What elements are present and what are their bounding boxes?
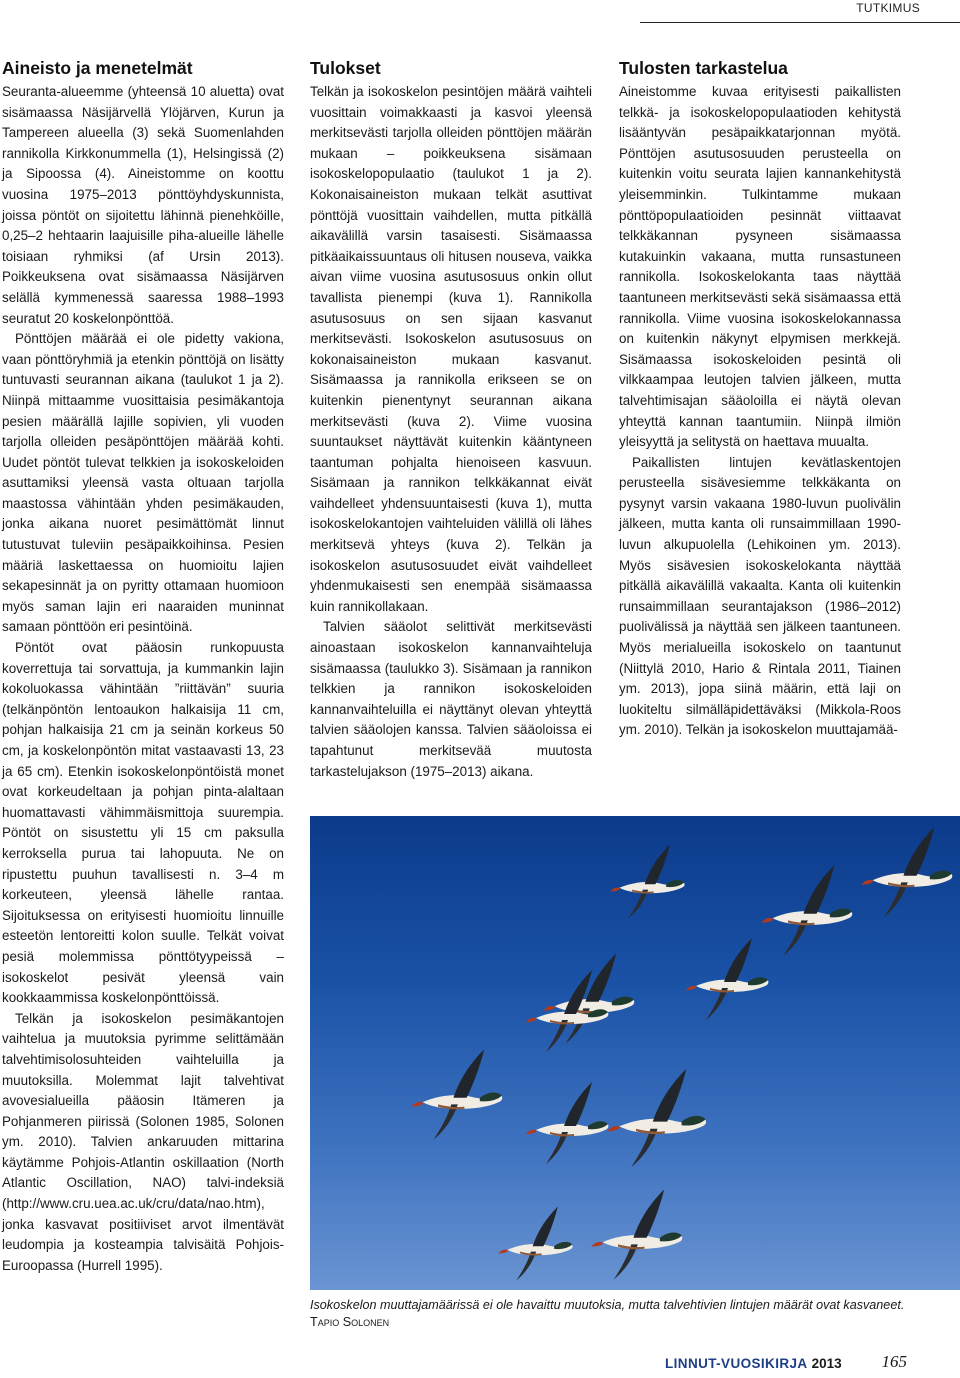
bird-icon: [610, 845, 684, 919]
methods-paragraph-2: Pönttöjen määrää ei ole pidetty vakiona, vaan pönttöryhmiä ja etenkin pönttöjä on lisätty tuntuvasti seurannan aikana (taulukot 1 ja 2). Niinpä mittaamme vuosittaisia pesimäkantoja pesien määrällä lajille sopivien, yli vuoden tarjolla olleiden pesäpönttöjen määrää kohti. Uudet pöntöt tulevat telkkien ja isokoskeloiden asuttamiksi yleensä vasta oltuaan tarjolla maastossa vähintään yhden pesimäkauden, jonka aikana nuoret pesimättömät linnut tutustuvat tuleviin pesäpaikkoihinsa. Pesien määriä laskettaessa on huomioitu lajien sekapesinnät ja on pyritty ottamaan huomioon myös saman lajin eri naaraiden muninnat samaan pönttöön eri pesintöinä.: [2, 331, 284, 635]
column-results: [310, 56, 592, 782]
heading-discussion: Tulosten tarkastelua: [619, 58, 788, 78]
discussion-paragraph-2: Paikallisten lintujen kevätlaskentojen perusteella sisävesiemme telkkäkanta on pysynyt varsin vakaana 1980-luvun puolivälin jälkeen, mutta kanta oli runsaimmillaan 1990-luvun alkupuolella (Lehikoinen ym. 2013). Myös sisävesien isokoskelokanta näyttää pitkällä aikavälillä vakaalta. Kanta oli kuitenkin runsaimmillaan seurantajakson (1986–2012) puolivälissä ja näyttää sen jälkeen taantuneen. Myös merialueilla isokoskelo on taantunut (Niittylä 2010, Hario & Rintala 2011, Tiainen ym. 2013), jopa siinä määrin, että laji on luokiteltu silmälläpidettäväksi (Mikkola-Roos ym. 2010). Telkän ja isokoskelon muuttajamää-: [619, 454, 901, 738]
methods-paragraph-1: Seuranta-alueemme (yhteensä 10 aluetta) ovat sisämaassa Näsijärvellä Ylöjärven, Kurun ja Tampereen alueella (3) sekä Suomenlahden rannikolla Kirkkonummella (1), Helsingissä (2) ja Sipoossa (4). Aineistomme on koottu vuosina 1975–2013 pönttöyhdyskunnista, joissa pöntöt on sijoitettu lähinnä pienehköille, 0,25–2 hehtaarin laajuisille piha-alueille lähelle toisiaan ryhmiksi (af Ursin 2013). Poikkeuksena ovat sisämaassa Näsijärven selällä kymmenessä saaressa 1988–1993 seuratut 20 koskelonpönttöä.: [2, 84, 284, 326]
page-number: 165: [881, 1352, 907, 1371]
caption-text: Isokoskelon muuttajamäärissä ei ole havaittu muutoksia, mutta talvehtivien lintujen määrät ovat kasvaneet.: [310, 1298, 905, 1312]
bird-icon: [592, 1189, 683, 1279]
journal-name: LINNUT-VUOSIKIRJA: [665, 1356, 808, 1371]
column-methods: [2, 56, 284, 1276]
discussion-paragraph-1: Aineistomme kuvaa erityisesti paikallisten telkkä- ja isokoskelopopulaatioden kehitystä lisääntyvän pesäpaikkatarjonnan myötä. Pönttöjen asutusosuuden perusteella on kuitenkin voitu seurata lajien kannankehitystä yleisemminkin. Tulkintamme mukaan pönttöpopulaatioiden pesinnät viittaavat telkkäkannan pysyneen sisämaassa kutakuinkin vakaana, mutta runsastuneen rannikolla. Isokoskelokanta taas näyttää taantuneen merkitsevästi sekä sisämaassa että rannikolla. Viime vuosina isokoskelokannassa on kuitenkin näkynyt elpymisen merkkejä. Sisämaassa isokoskeloiden pesintä oli vilkkaampaa leutojen talvien jälkeen, mutta talvehtimisajan sääoloilla ei näytä olevan yhteyttä kannan taantumiin. Niinpä ilmiön yleisyyttä ja selitystä on haettava muualta.: [619, 84, 901, 450]
bird-icon: [686, 938, 768, 1020]
section-tag: TUTKIMUS: [856, 1, 920, 15]
heading-results: Tulokset: [310, 58, 381, 78]
results-paragraph-2: Talvien sääolot selittivät merkitsevästi ainoastaan isokoskelon kannanvaihteluja sisämaassa (taulukko 3). Sisämaan ja rannikon telkkien ja rannikon isokoskeloiden kannanvaihteluilla ei näyttänyt olevan yhteyttä talvien sääolojen kanssa. Talvien sääoloissa ei tapahtunut merkitsevää muutosta tarkastelujakson (1975–2013) aikana.: [310, 619, 592, 779]
birds-illustration: [310, 816, 960, 1290]
bird-icon: [607, 1069, 706, 1167]
bird-icon: [498, 1207, 572, 1281]
journal-year: 2013: [811, 1356, 842, 1371]
header-rule: [640, 22, 960, 23]
page-footer: [665, 1352, 925, 1376]
bird-icon: [862, 827, 953, 917]
bird-icon: [762, 865, 853, 955]
methods-paragraph-4: Telkän ja isokoskelon pesimäkantojen vaihtelua ja muutoksia pyrimme selittämään talvehtimisolosuhteiden vaihteluilla ja muutoksilla. Molemmat lajit talvehtivat avovesialueilla pääosin Itämeren ja Pohjanmeren piirissä (Solonen 1985, Solonen ym. 2010). Talvien ankaruuden mittarina käytämme Pohjois-Atlantin oskillaation (North Atlantic Oscillation, NAO) talvi-indeksiä (http://www.cru.uea.ac.uk/cru/data/nao.htm), jonka kasvavat positiiviset arvot ilmentävät leudompia ja kosteampia talvisäitä Pohjois-Euroopassa (Hurrell 1995).: [2, 1010, 284, 1273]
results-paragraph-1: Telkän ja isokoskelon pesintöjen määrä vaihteli vuosittain voimakkaasti ja kasvoi yleensä merkitsevästi tarjolla olleiden pönttöjen määrän mukaan – poikkeuksena sisämaan isokoskelopopulaatio (taulukot 1 ja 2). Kokonaisaineiston mukaan telkät asuttivat pönttöjä vuosittain vaihdellen, mutta pitkällä aikavälillä varsin tasaisesti. Sisämaassa pitkäaikaissuuntaus oli hitusen nouseva, vaikka aivan viime vuosina asutusosuus onkin ollut tavallista pienempi (kuva 1). Rannikolla asutusosuus on sen sijaan kasvanut merkitsevästi. Isokoskelon asutusosuus on kokonaisaineiston mukaan kasvanut. Sisämaassa ja rannikolla erikseen se on kuitenkin pienentynyt seurannan aikana merkitsevästi (kuva 2). Viime vuosina suuntaukset näyttävät kuitenkin kääntyneen taantuman pohjalta hienoiseen kasvuun. Sisämaan ja rannikon telkkäkannat eivät vaihdelleet yhdensuuntaisesti (kuva 1), mutta isokoskelokantojen vaihteluiden välillä oli lähes merkitsevä yhteys (kuva 2). Telkän ja isokoskelon asutusosuudet eivät vaihdelleet yhdenmukaisesti sen enempää sisämaassa kuin rannikollakaan.: [310, 84, 592, 614]
photo-caption: [310, 1297, 910, 1331]
bird-icon: [412, 1049, 503, 1139]
bird-icon: [526, 1082, 608, 1164]
photo-credit: Tapio Solonen: [310, 1315, 390, 1329]
bird-icon: [544, 953, 635, 1043]
column-discussion: [619, 56, 901, 741]
merganser-flock-photo: [310, 816, 960, 1290]
heading-methods: Aineisto ja menetelmät: [2, 58, 193, 78]
methods-paragraph-3: Pöntöt ovat pääosin runkopuusta koverrettuja tai sorvattuja, ja kummankin lajin kokoluokassa vähintään ”riittävän” suuria (telkänpöntön lentoaukon halkaisija 11 cm, pohjan halkaisija 21 cm ja seinän korkeus 50 cm, ja koskelonpöntön mitat vastaavasti 13, 23 ja 65 cm). Etenkin isokoskelonpöntöistä monet ovat korkeudeltaan ja pohjan pinta-alaltaan huomattavasti vähimmäismittoja suurempia. Pöntöt on sisustettu yli 15 cm paksulla kerroksella purua tai lahopuuta. Ne on ripustettu puuhun tavallisesti n. 3–4 m korkeuteen, yleensä lähelle rantaa. Sijoituksessa on erityisesti huomioitu linnuille esteetön lentoreitti kolon suulle. Telkät voivat pesiä molemmissa pönttötyypeissä – isokoskelot pesivät yleensä vain kookkaammissa koskelonpönttöissä.: [2, 640, 284, 1006]
